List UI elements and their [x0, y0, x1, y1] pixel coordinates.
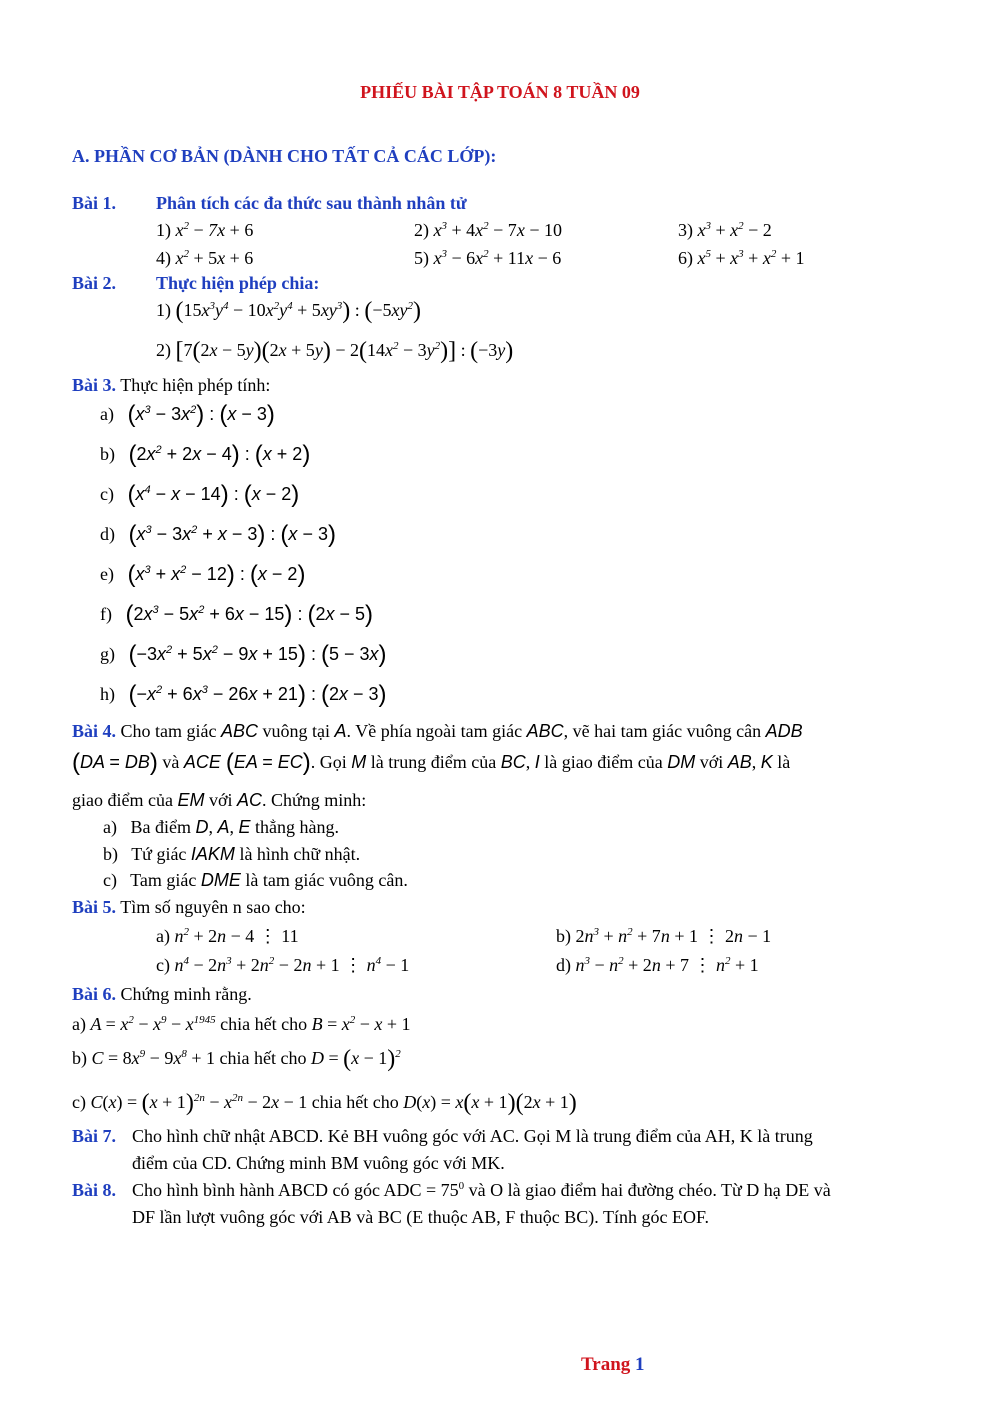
- bai4-item-c: c) Tam giác DME là tam giác vuông cân.: [103, 870, 408, 890]
- bai3-item-d: d) $(x^3 - 3x^2 + x - 3)$ : (x − 3): [100, 521, 336, 548]
- bai7-line-1: Cho hình chữ nhật ABCD. Kẻ BH vuông góc với AC. Gọi M là trung điểm của AH, K là trung: [132, 1126, 813, 1146]
- bai1-heading: Phân tích các đa thức sau thành nhân tử: [156, 193, 467, 213]
- page-title: PHIẾU BÀI TẬP TOÁN 8 TUẦN 09: [360, 82, 640, 102]
- page-number: 1: [635, 1354, 645, 1375]
- bai1-item-2: 2) $x^3 + 4x^2 - 7x - 10$: [414, 220, 562, 240]
- bai3-item-f: f) $(2x^3 - 5x^2 + 6x - 15)$ : (2x − 5): [100, 601, 374, 628]
- bai1-label: Bài 1.: [72, 193, 117, 213]
- bai1-item-6: 6) $x^5 + x^3 + x^2 + 1$: [678, 248, 805, 268]
- bai3-item-c: c) $(x^4 - x - 14)$ : (x − 2): [100, 481, 300, 508]
- bai6-header: Bài 6. Chứng minh rằng.: [72, 984, 252, 1004]
- bai5-item-c: c) $n^4 - 2n^3 + 2n^2 - 2n + 1$ ⋮ $n^4 - 1$: [156, 955, 410, 975]
- bai2-item-1: 1) $(15x^3y^4 - 10x^2y^4 + 5xy^3)$ : $(-5xy^2)$: [156, 298, 421, 324]
- bai8-label: Bài 8.: [72, 1180, 117, 1200]
- bai1-item-1: 1) $x^2 - 7x + 6$: [156, 220, 254, 240]
- bai3-item-b: b) $(2x^2 + 2x - 4)$ : (x + 2): [100, 441, 311, 468]
- bai3-item-h: h) $(-x^2 + 6x^3 - 26x + 21)$ : (2x − 3): [100, 681, 387, 708]
- bai6-item-b: b) $C = 8x^9 - 9x^8 + 1$ chia hết cho $D = (x - 1)^2$: [72, 1046, 401, 1072]
- bai5-header: Bài 5. Tìm số nguyên n sao cho:: [72, 897, 306, 917]
- bai7-line-2: điểm của CD. Chứng minh BM vuông góc với MK.: [132, 1153, 505, 1173]
- bai1-item-4: 4) $x^2 + 5x + 6$: [156, 248, 254, 268]
- bai5-item-b: b) $2n^3 + n^2 + 7n + 1$ ⋮ 2n − 1: [556, 926, 772, 946]
- bai1-item-3: 3) $x^3 + x^2 - 2$: [678, 220, 772, 240]
- bai2-item-2: 2) $[7(2x - 5y)(2x + 5y) - 2(14x^2 - 3y^2)]$ : (−3y): [156, 338, 514, 364]
- bai2-label: Bài 2.: [72, 273, 117, 293]
- bai3-item-e: e) $(x^3 + x^2 - 12)$ : (x − 2): [100, 561, 306, 588]
- section-heading: A. PHẦN CƠ BẢN (DÀNH CHO TẤT CẢ CÁC LỚP):: [72, 146, 497, 166]
- bai4-line-2: (DA = DB) và ACE (EA = EC). Gọi M là trung điểm của BC, I là giao điểm của DM với AB, K là: [72, 749, 791, 776]
- bai4-line-1: Bài 4. Cho tam giác ABC vuông tại A. Về phía ngoài tam giác ABC, vẽ hai tam giác vuông cân ADB: [72, 721, 803, 741]
- bai6-item-a: a) $A = x^2 - x^9 - x^{1945}$ chia hết cho $B = x^2 - x + 1$: [72, 1014, 411, 1034]
- bai4-line-3: giao điểm của EM với AC. Chứng minh:: [72, 790, 367, 810]
- bai6-item-c: c) $C(x) = (x + 1)^{2n} - x^{2n} - 2x - 1$ chia hết cho D(x) = x(x + 1)(2x + 1): [72, 1090, 577, 1116]
- bai1-header: [72, 193, 116, 214]
- bai7-label: Bài 7.: [72, 1126, 117, 1146]
- bai5-item-a: a) $n^2 + 2n - 4$ ⋮ 11: [156, 926, 299, 946]
- bai4-item-a: a) Ba điểm D, A, E thẳng hàng.: [103, 817, 339, 837]
- bai3-item-g: g) $(-3x^2 + 5x^2 - 9x + 15)$ : (5 − 3x): [100, 641, 387, 668]
- bai2-heading: Thực hiện phép chia:: [156, 273, 320, 293]
- bai3-header: Bài 3. Thực hiện phép tính:: [72, 375, 271, 395]
- bai5-item-d: d) $n^3 - n^2 + 2n + 7$ ⋮ $n^2 + 1$: [556, 955, 759, 975]
- bai3-item-a: a) $(x^3 - 3x^2)$ : (x − 3): [100, 401, 275, 428]
- bai1-item-5: 5) $x^3 - 6x^2 + 11x - 6$: [414, 248, 562, 268]
- bai8-line-2: DF lần lượt vuông góc với AB và BC (E thuộc AB, F thuộc BC). Tính góc EOF.: [132, 1207, 710, 1227]
- bai8-line-1: Cho hình bình hành ABCD có góc ADC = $75^0$ và O là giao điểm hai đường chéo. Từ D hạ DE và: [132, 1180, 831, 1200]
- bai4-item-b: b) Tứ giác IAKM là hình chữ nhật.: [103, 844, 361, 864]
- page-footer: [581, 1354, 645, 1376]
- footer-word: Trang: [581, 1354, 631, 1375]
